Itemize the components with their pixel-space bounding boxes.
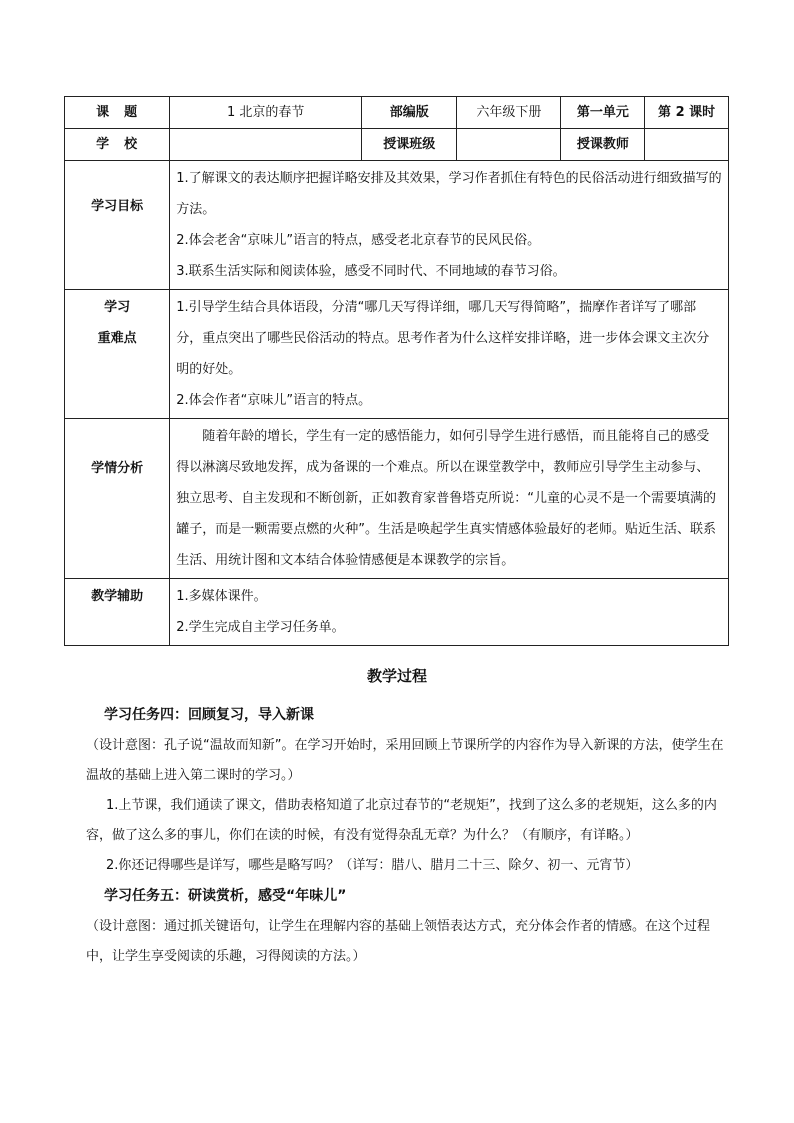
task4-question-1: 1.上节课，我们通读了课文，借助表格知道了北京过春节的“老规矩”，找到了这么多的老规矩，这么多的内容，做了这么多的事儿，你们在读的时候，有没有觉得杂乱无章？为什么？（有顺序，有详略。）: [86, 798, 717, 843]
key-points-label-line2: 重难点: [97, 331, 137, 346]
teacher-value: [645, 129, 729, 161]
class-label: 授课班级: [362, 129, 457, 161]
class-value: [457, 129, 561, 161]
goal-item: 3.联系生活实际和阅读体验，感受不同时代、不同地域的春节习俗。: [176, 264, 566, 279]
goals-content: [170, 161, 729, 290]
goal-item: 2.体会老舍“京味儿”语言的特点，感受老北京春节的民风民俗。: [176, 233, 541, 248]
teacher-label: 授课教师: [561, 129, 645, 161]
goals-label: 学习目标: [65, 161, 170, 290]
key-points-content: [170, 290, 729, 419]
lesson-cell: 第 2 课时: [645, 97, 729, 129]
edition-cell: 部编版: [362, 97, 457, 129]
process-body: [86, 700, 732, 972]
task5-intent: （设计意图：通过抓关键语句，让学生在理解内容的基础上领悟表达方式，充分体会作者的情感。在这个过程中，让学生享受阅读的乐趣，习得阅读的方法。）: [86, 919, 711, 964]
goals-row: [65, 161, 729, 290]
key-point-item: 1.引导学生结合具体语段，分清“哪几天写得详细，哪几天写得简略”，揣摩作者详写了哪部分，重点突出了哪些民俗活动的特点。思考作者为什么这样安排详略，进一步体会课文主次分明的好处。: [176, 300, 710, 377]
analysis-row: [65, 419, 729, 579]
process-title: 教学过程: [366, 667, 427, 685]
aid-item: 1.多媒体课件。: [176, 589, 267, 604]
unit-cell: 第一单元: [561, 97, 645, 129]
aids-row: [65, 579, 729, 646]
analysis-label: 学情分析: [65, 419, 170, 579]
aids-label: 教学辅助: [65, 579, 170, 646]
key-point-item: 2.体会作者“京味儿”语言的特点。: [176, 393, 372, 408]
task4-title: 学习任务四：回顾复习，导入新课: [104, 707, 314, 723]
school-value: [170, 129, 362, 161]
aid-item: 2.学生完成自主学习任务单。: [176, 620, 345, 635]
task5-title: 学习任务五：研读赏析，感受“年味儿”: [104, 888, 347, 904]
lesson-info-table: [64, 96, 729, 646]
analysis-text: 随着年龄的增长，学生有一定的感悟能力，如何引导学生进行感悟，而且能将自己的感受得以淋漓尽致地发挥，成为备课的一个难点。所以在课堂教学中，教师应引导学生主动参与、独立思考、自主发现和不断创新，正如教育家普鲁塔克所说：“儿童的心灵不是一个需要填满的罐子，而是一颗需要点燃的火种”。生活是唤起学生真实情感体验最好的老师。贴近生活、联系生活、用统计图和文本结合体验情感便是本课教学的宗旨。: [176, 429, 716, 568]
topic-label: 课 题: [65, 97, 170, 129]
school-label: 学 校: [65, 129, 170, 161]
school-row: [65, 129, 729, 161]
topic-row: [65, 97, 729, 129]
task4-intent: （设计意图：孔子说“温故而知新”。在学习开始时，采用回顾上节课所学的内容作为导入新课的方法，使学生在温故的基础上进入第二课时的学习。）: [86, 738, 724, 783]
grade-cell: 六年级下册: [457, 97, 561, 129]
task4-question-2: 2.你还记得哪些是详写，哪些是略写吗？（详写：腊八、腊月二十三、除夕、初一、元宵节）: [106, 858, 639, 873]
key-points-label: [65, 290, 170, 419]
key-points-label-line1: 学习: [104, 300, 131, 315]
aids-content: [170, 579, 729, 646]
topic-value: 1 北京的春节: [170, 97, 362, 129]
goal-item: 1.了解课文的表达顺序把握详略安排及其效果，学习作者抓住有特色的民俗活动进行细致描写的方法。: [176, 171, 722, 217]
analysis-content: [170, 419, 729, 579]
key-points-row: [65, 290, 729, 419]
